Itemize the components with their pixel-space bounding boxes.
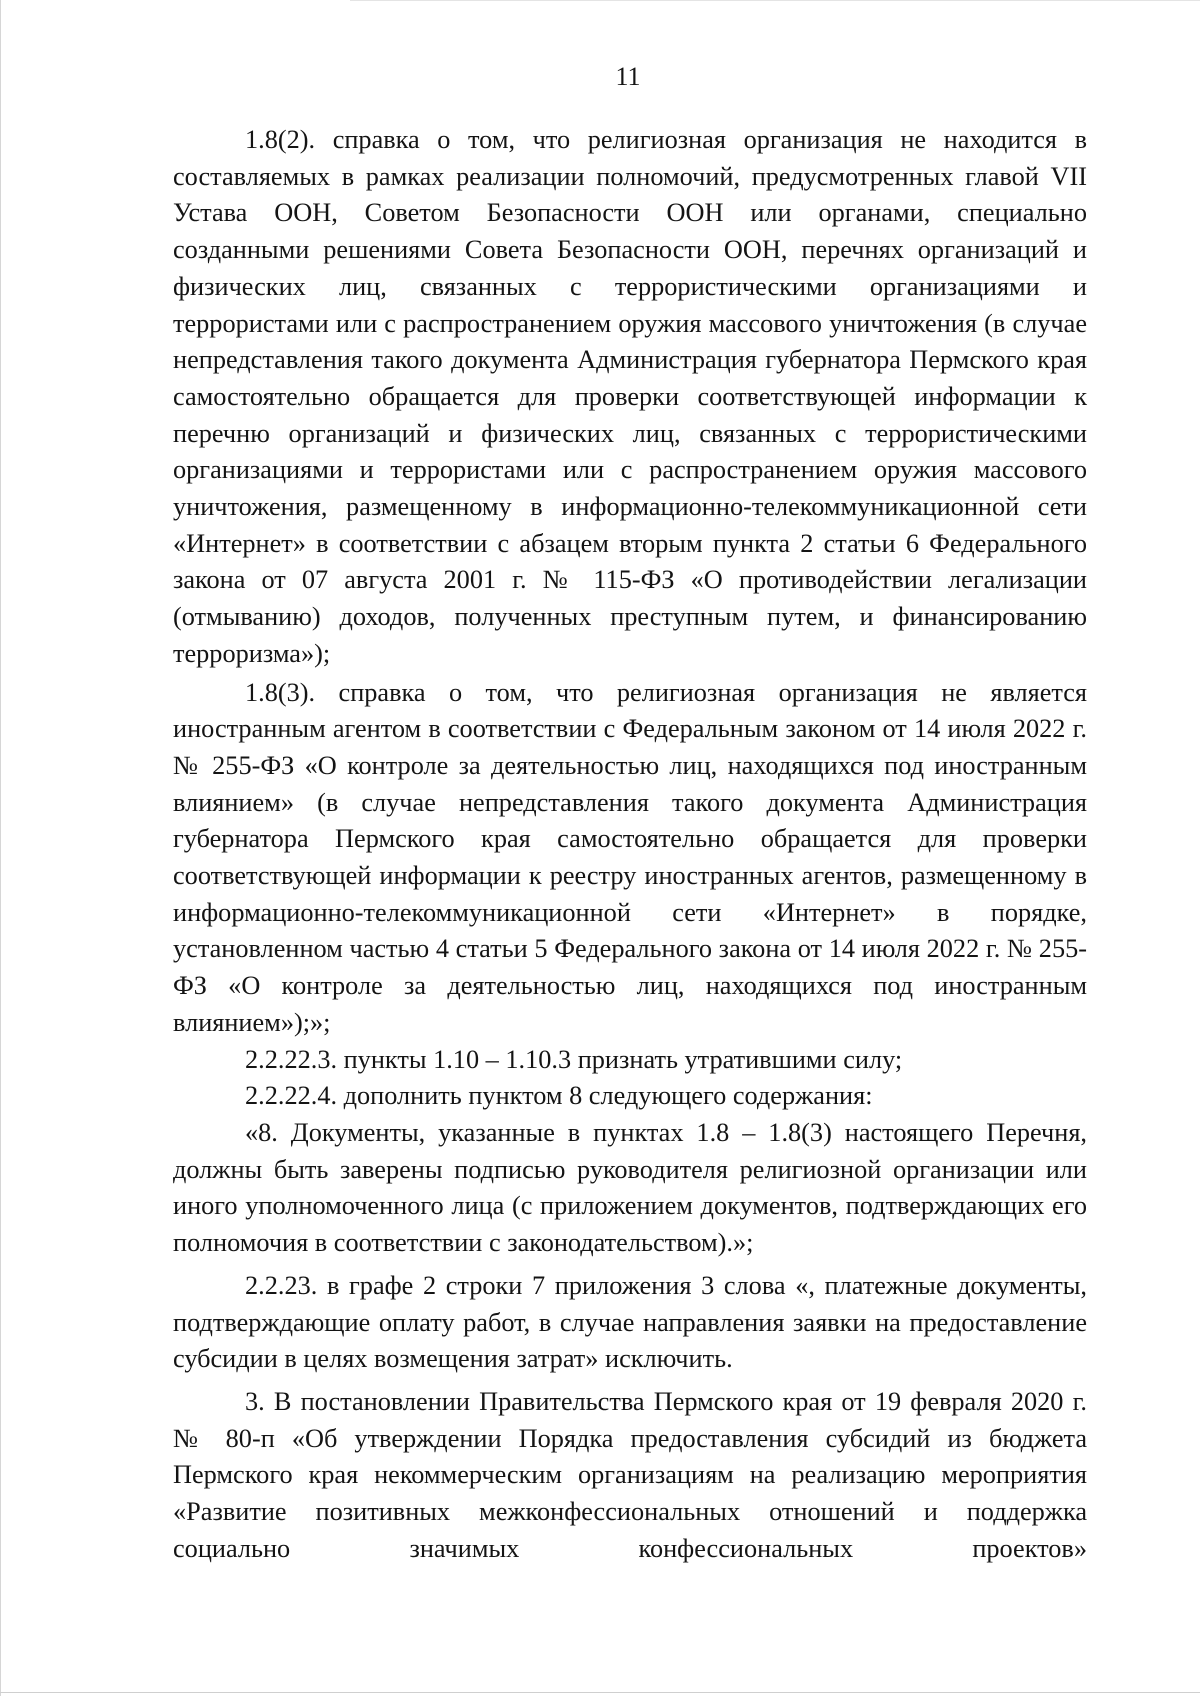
page-bottom-edge xyxy=(0,1692,1200,1693)
document-body xyxy=(173,122,1087,1567)
paragraph-1-8-3: 1.8(3). справка о том, что религиозная организация не является иностранным агентом в соответствии с Федеральным законом от 14 июля 2022 г. № 255-ФЗ «О контроле за деятельностью лиц, находящихся под иностранным влиянием» (в случае непредставления такого документа Администрация губернатора Пермского края самостоятельно обращается для проверки соответствующей информации к реестру иностранных агентов, размещенному в информационно-телекоммуникационной сети «Интернет» в порядке, установленном частью 4 статьи 5 Федерального закона от 14 июля 2022 г. № 255-ФЗ «О контроле за деятельностью лиц, находящихся под иностранным влиянием»);»; xyxy=(173,677,1087,1037)
page-number: 11 xyxy=(615,62,641,91)
paragraph-1-8-2: 1.8(2). справка о том, что религиозная организация не находится в составляемых в рамках реализации полномочий, предусмотренных главой VII Устава ООН, Советом Безопасности ООН или органами, специально созданными решениями Совета Безопасности ООН, перечнях организаций и физических лиц, связанных с террористическими организациями и террористами или с распространением оружия массового уничтожения (в случае непредставления такого документа Администрация губернатора Пермского края самостоятельно обращается для проверки соответствующей информации к перечню организаций и физических лиц, связанных с террористическими организациями и террористами или с распространением оружия массового уничтожения, размещенному в информационно-телекоммуникационной сети «Интернет» в соответствии с абзацем вторым пункта 2 статьи 6 Федерального закона от 07 августа 2001 г. № 115-ФЗ «О противодействии легализации (отмыванию) доходов, полученных преступным путем, и финансированию терроризма»); xyxy=(173,125,1087,668)
paragraph-2-2-22-4: 2.2.22.4. дополнить пунктом 8 следующего содержания: xyxy=(245,1081,873,1111)
page-left-edge xyxy=(0,0,1,1696)
paragraph-2-2-23: 2.2.23. в графе 2 строки 7 приложения 3 слова «, платежные документы, подтверждающие оплату работ, в случае направления заявки на предоставление субсидии в целях возмещения затрат» исключить. xyxy=(173,1270,1087,1374)
paragraph-8-documents: «8. Документы, указанные в пунктах 1.8 – 1.8(3) настоящего Перечня, должны быть заверены подписью руководителя религиозной организации или иного уполномоченного лица (с приложением документов, подтверждающих его полномочия в соответствии с законодательством).»; xyxy=(173,1117,1087,1258)
paragraph-3-resolution: 3. В постановлении Правительства Пермского края от 19 февраля 2020 г. № 80-п «Об утверждении Порядка предоставления субсидий из бюджета Пермского края некоммерческим организациям на реализацию мероприятия «Развитие позитивных межконфессиональных отношений и поддержка социально значимых конфессиональных проектов» xyxy=(173,1386,1087,1563)
page-top-edge xyxy=(350,0,1200,1)
paragraph-2-2-22-3: 2.2.22.3. пункты 1.10 – 1.10.3 признать утратившими силу; xyxy=(245,1044,903,1074)
